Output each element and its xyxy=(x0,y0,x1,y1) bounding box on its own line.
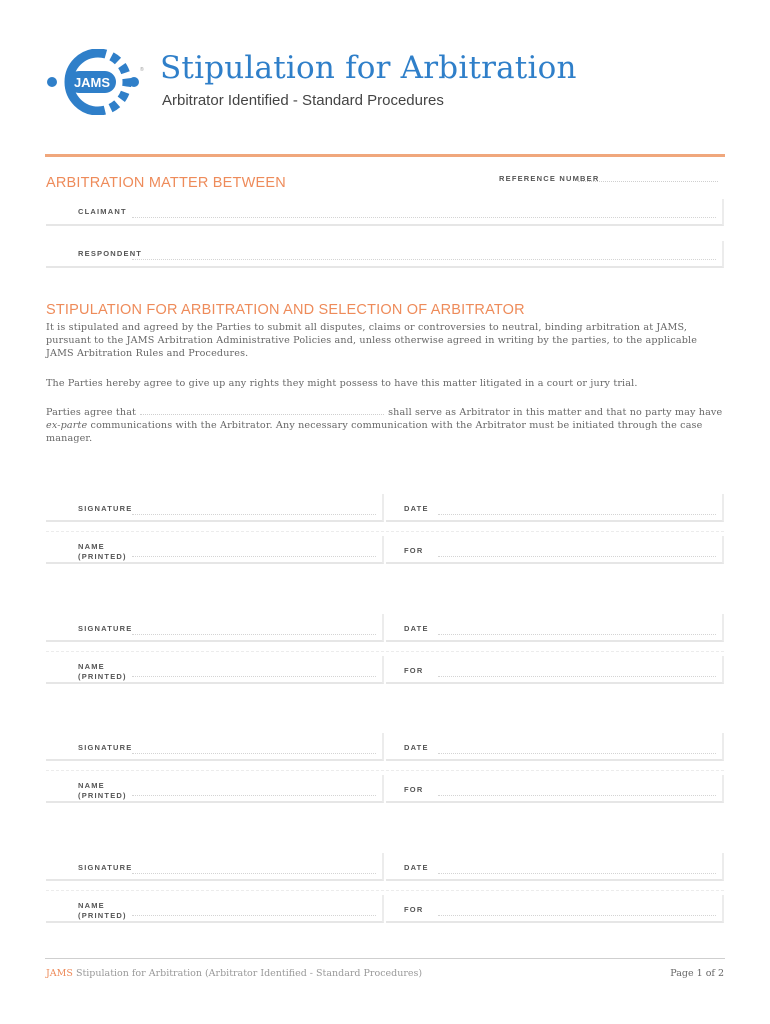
for-input-line[interactable] xyxy=(438,556,716,557)
date-field-2[interactable] xyxy=(386,614,724,642)
jams-logo xyxy=(46,49,146,115)
printed-label: (PRINTED) xyxy=(78,911,127,920)
signature-field-2[interactable] xyxy=(46,614,384,642)
signature-row-3 xyxy=(46,733,724,763)
name-input-line[interactable] xyxy=(132,915,376,916)
reference-number-field[interactable] xyxy=(578,181,718,182)
printed-label: (PRINTED) xyxy=(78,672,127,681)
printed-label: (PRINTED) xyxy=(78,791,127,800)
signature-input-line[interactable] xyxy=(132,514,376,515)
date-label: DATE xyxy=(404,504,429,513)
document-title: Stipulation for Arbitration xyxy=(160,50,577,86)
name-row-1 xyxy=(46,536,724,566)
name-row-4 xyxy=(46,895,724,925)
signature-row-1 xyxy=(46,494,724,524)
signature-field-4[interactable] xyxy=(46,853,384,881)
name-label: NAME xyxy=(78,662,105,671)
signature-label: SIGNATURE xyxy=(78,863,133,872)
date-input-line[interactable] xyxy=(438,873,716,874)
stipulation-paragraph-2: The Parties hereby agree to give up any rights they might possess to have this matter litigated in a court or jury trial. xyxy=(46,378,638,389)
block-separator xyxy=(46,890,724,891)
signature-label: SIGNATURE xyxy=(78,743,133,752)
arbitrator-name-field[interactable] xyxy=(140,414,384,415)
for-label: FOR xyxy=(404,666,424,675)
date-field-3[interactable] xyxy=(386,733,724,761)
for-input-line[interactable] xyxy=(438,795,716,796)
name-row-2 xyxy=(46,656,724,686)
name-printed-label xyxy=(78,901,127,921)
name-label: NAME xyxy=(78,781,105,790)
claimant-label: CLAIMANT xyxy=(78,207,127,216)
name-label: NAME xyxy=(78,901,105,910)
claimant-field[interactable] xyxy=(46,199,724,226)
name-input-line[interactable] xyxy=(132,556,376,557)
matter-heading: ARBITRATION MATTER BETWEEN xyxy=(46,175,286,191)
date-label: DATE xyxy=(404,743,429,752)
for-field-1[interactable] xyxy=(386,536,724,564)
reference-number-label: REFERENCE NUMBER xyxy=(499,174,600,183)
footer-divider xyxy=(45,958,725,959)
name-printed-label xyxy=(78,662,127,682)
block-separator xyxy=(46,531,724,532)
stipulation-paragraph-1: It is stipulated and agreed by the Parties to submit all disputes, claims or controversies to neutral, binding arbitration at JAMS, pursuant to the JAMS Arbitration Administrative Policies and, unless otherwise agreed in writing by the parties, to the applicable JAMS Arbitration Rules and Procedures. xyxy=(46,322,698,359)
footer-brand: JAMS xyxy=(46,968,73,979)
name-row-3 xyxy=(46,775,724,805)
signature-field-1[interactable] xyxy=(46,494,384,522)
signature-input-line[interactable] xyxy=(132,873,376,874)
name-printed-field-1[interactable] xyxy=(46,536,384,564)
for-input-line[interactable] xyxy=(438,676,716,677)
for-field-3[interactable] xyxy=(386,775,724,803)
for-field-2[interactable] xyxy=(386,656,724,684)
block-separator xyxy=(46,770,724,771)
para3-italic: ex-parte xyxy=(46,420,88,431)
svg-text:®: ® xyxy=(140,67,144,73)
date-label: DATE xyxy=(404,863,429,872)
date-input-line[interactable] xyxy=(438,514,716,515)
name-label: NAME xyxy=(78,542,105,551)
footer-doc-title: Stipulation for Arbitration (Arbitrator Identified - Standard Procedures) xyxy=(75,968,423,979)
signature-input-line[interactable] xyxy=(132,634,376,635)
logo-text: JAMS xyxy=(73,75,111,90)
claimant-input-line[interactable] xyxy=(132,217,716,218)
for-field-4[interactable] xyxy=(386,895,724,923)
para3-after: shall serve as Arbitrator in this matter and that no party may have xyxy=(388,407,723,418)
date-input-line[interactable] xyxy=(438,634,716,635)
for-label: FOR xyxy=(404,785,424,794)
signature-label: SIGNATURE xyxy=(78,624,133,633)
header-divider xyxy=(45,154,725,157)
for-label: FOR xyxy=(404,905,424,914)
signature-input-line[interactable] xyxy=(132,753,376,754)
name-printed-field-4[interactable] xyxy=(46,895,384,923)
date-field-4[interactable] xyxy=(386,853,724,881)
date-input-line[interactable] xyxy=(438,753,716,754)
date-field-1[interactable] xyxy=(386,494,724,522)
printed-label: (PRINTED) xyxy=(78,552,127,561)
signature-row-2 xyxy=(46,614,724,644)
para3-before: Parties agree that xyxy=(46,407,137,418)
respondent-label: RESPONDENT xyxy=(78,249,143,258)
signature-row-4 xyxy=(46,853,724,883)
stipulation-paragraph-3 xyxy=(46,406,724,445)
for-label: FOR xyxy=(404,546,424,555)
respondent-input-line[interactable] xyxy=(132,259,716,260)
name-input-line[interactable] xyxy=(132,676,376,677)
para3-end: communications with the Arbitrator. Any necessary communication with the Arbitrator must be initiated through the case manager. xyxy=(46,420,703,444)
footer-title xyxy=(46,968,422,979)
signature-field-3[interactable] xyxy=(46,733,384,761)
for-input-line[interactable] xyxy=(438,915,716,916)
date-label: DATE xyxy=(404,624,429,633)
name-printed-field-2[interactable] xyxy=(46,656,384,684)
document-subtitle: Arbitrator Identified - Standard Procedures xyxy=(162,92,444,109)
name-printed-label xyxy=(78,781,127,801)
signature-label: SIGNATURE xyxy=(78,504,133,513)
name-input-line[interactable] xyxy=(132,795,376,796)
name-printed-field-3[interactable] xyxy=(46,775,384,803)
page-number: Page 1 of 2 xyxy=(670,968,724,979)
stipulation-heading: STIPULATION FOR ARBITRATION AND SELECTION OF ARBITRATOR xyxy=(46,302,525,318)
name-printed-label xyxy=(78,542,127,562)
respondent-field[interactable] xyxy=(46,241,724,268)
block-separator xyxy=(46,651,724,652)
